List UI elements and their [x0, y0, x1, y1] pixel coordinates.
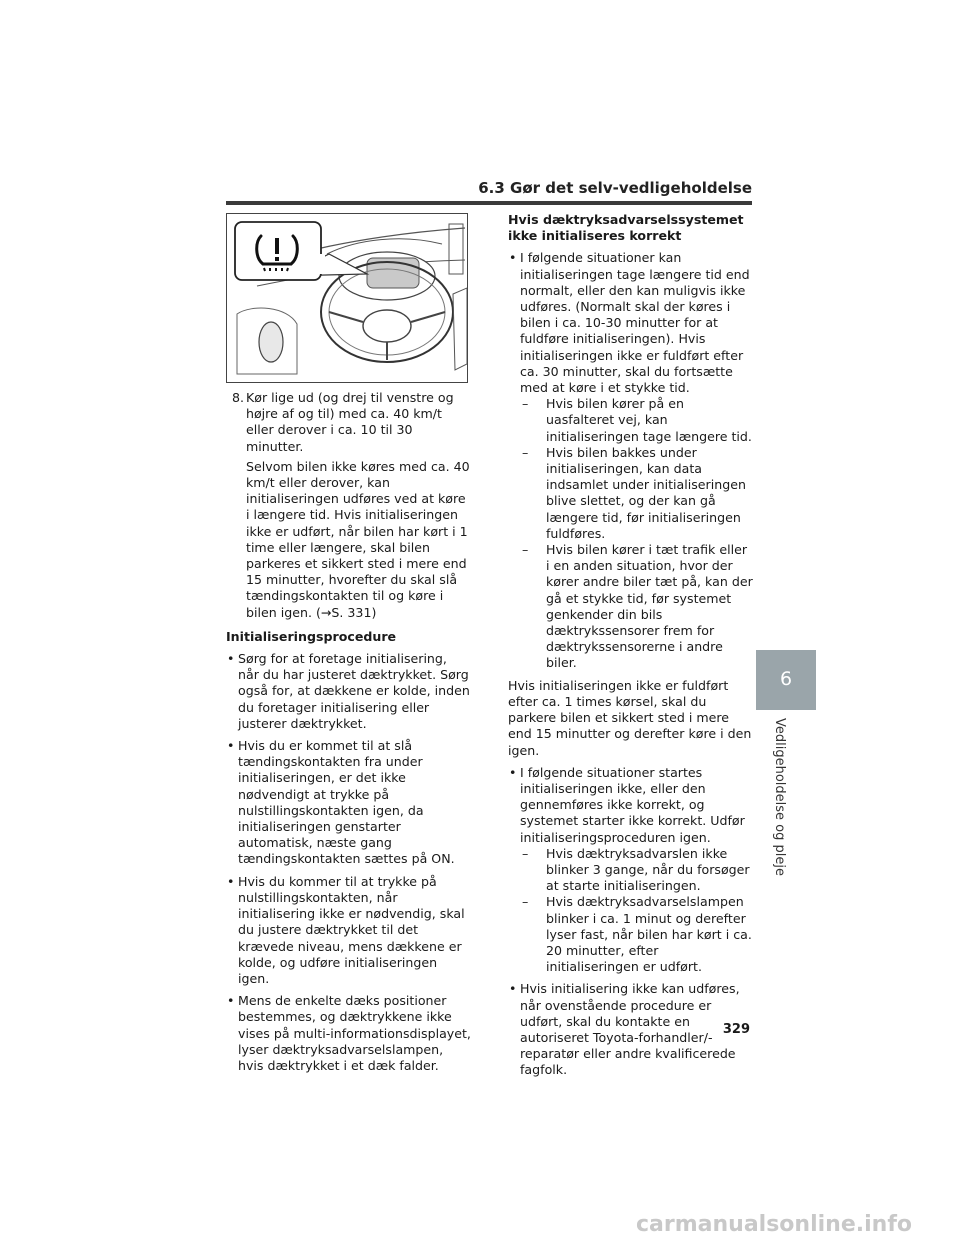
header-rule: [226, 201, 752, 205]
dashboard-illustration: [226, 213, 468, 383]
dashboard-drawing: [227, 214, 468, 383]
chapter-label: Vedligeholdelse og pleje: [772, 718, 787, 876]
step-text: Kør lige ud (og drej til venstre og højre af og til) med ca. 40 km/t eller derover i ca. 10 til 30 minutter.: [246, 390, 454, 454]
dash-list: [520, 846, 753, 976]
page-number: 329: [722, 1022, 750, 1037]
dash-item: – Hvis bilen kører i tæt trafik eller i en anden situation, hvor der kører andre biler tæt på, kan der gå et stykke tid, før systemet genkender din bils dæktrykssensorer frem for dæktrykssensorerne i andre biler.: [520, 542, 753, 672]
chapter-number: 6: [779, 668, 793, 690]
step-8: [226, 390, 471, 455]
paragraph: Hvis initialiseringen ikke er fuldført efter ca. 1 times kørsel, skal du parkere bilen et sikkert sted i mere end 15 minutter og derefter køre i den igen.: [508, 677, 752, 758]
dash-item: – Hvis dæktryksadvarslen ikke blinker 3 gange, når du forsøger at starte initialiseringen.: [520, 846, 753, 895]
dash-list: [520, 396, 753, 671]
list-item-text: I følgende situationer startes initialiseringen ikke, eller den gennemføres ikke korrekt, og systemet starter ikke korrekt. Udfør initialiseringsproceduren igen.: [520, 764, 745, 845]
list-item: [508, 765, 753, 976]
list-item: • Hvis du kommer til at trykke på nulstillingskontakten, når initialisering ikke er nødvendig, skal du justere dæktrykket til det krævede niveau, mens dækkene er kolde, og udføre initialiseringen igen.: [226, 874, 471, 987]
section-heading: Initialiseringsprocedure: [226, 628, 397, 644]
dash-item: – Hvis dæktryksadvarselslampen blinker i ca. 1 minut og derefter lyser fast, når bilen har kørt i ca. 20 minutter, efter initialiseringen er udført.: [520, 894, 753, 975]
bullet-list: [508, 250, 753, 671]
section-title: 6.3 Gør det selv-vedligeholdelse: [478, 179, 752, 197]
dash-item: – Hvis bilen kører på en uasfalteret vej, kan initialiseringen tage længere tid.: [520, 396, 753, 445]
list-item: [508, 250, 753, 671]
section-heading: Hvis dæktryksadvarselssystemet ikke initialiseres korrekt: [508, 212, 744, 244]
list-item: • Hvis initialisering ikke kan udføres, når ovenstående procedure er udført, skal du kontakte en autoriseret Toyota-forhandler/-reparatør eller andre kvalificerede fagfolk.: [508, 981, 753, 1078]
step-note: Selvom bilen ikke køres med ca. 40 km/t eller derover, kan initialiseringen udføres ved at køre i længere tid. Hvis initialiseringen ikke er udført, når bilen har kørt i 1 time eller længere, skal bilen parkeres et sikkert sted i mere end 15 minutter, hvorefter du skal slå tændingskontakten til og køre i bilen igen. (→S. 331): [246, 458, 470, 620]
left-column: [226, 390, 471, 1080]
watermark: carmanualsonline.info: [636, 1212, 912, 1237]
list-item: • Hvis du er kommet til at slå tændingskontakten fra under initialiseringen, er det ikke nødvendigt at trykke på nulstillingskontakten igen, da initialiseringen genstarter automatisk, næste gang tændingskontakten sættes på ON.: [226, 738, 471, 868]
list-item: • Sørg for at foretage initialisering, når du har justeret dæktrykket. Sørg også for, at dækkene er kolde, inden du foretager initialisering eller justerer dæktrykket.: [226, 651, 471, 732]
bullet-list: [226, 651, 471, 1074]
step-number: 8.: [232, 390, 245, 405]
chapter-tab: [756, 650, 816, 710]
list-item-text: I følgende situationer kan initialiseringen tage længere tid end normalt, eller den kan muligvis ikke udføres. (Normalt skal der køres i bilen i ca. 10-30 minutter for at fuldføre initialiseringen). Hvis initialiseringen ikke er fuldført efter ca. 30 minutter, skal du fortsætte med at køre i et stykke tid.: [520, 250, 750, 396]
dash-item: – Hvis bilen bakkes under initialiseringen, kan data indsamlet under initialiseringen blive slettet, og der kan gå længere tid, før initialiseringen fuldføres.: [520, 445, 753, 542]
bullet-list: [508, 765, 753, 1079]
right-column: [508, 212, 753, 1085]
list-item: • Mens de enkelte dæks positioner bestemmes, og dæktrykkene ikke vises på multi-informationsdisplayet, lyser dæktryksadvarselslampen, hvis dæktrykket i et dæk falder.: [226, 993, 471, 1074]
